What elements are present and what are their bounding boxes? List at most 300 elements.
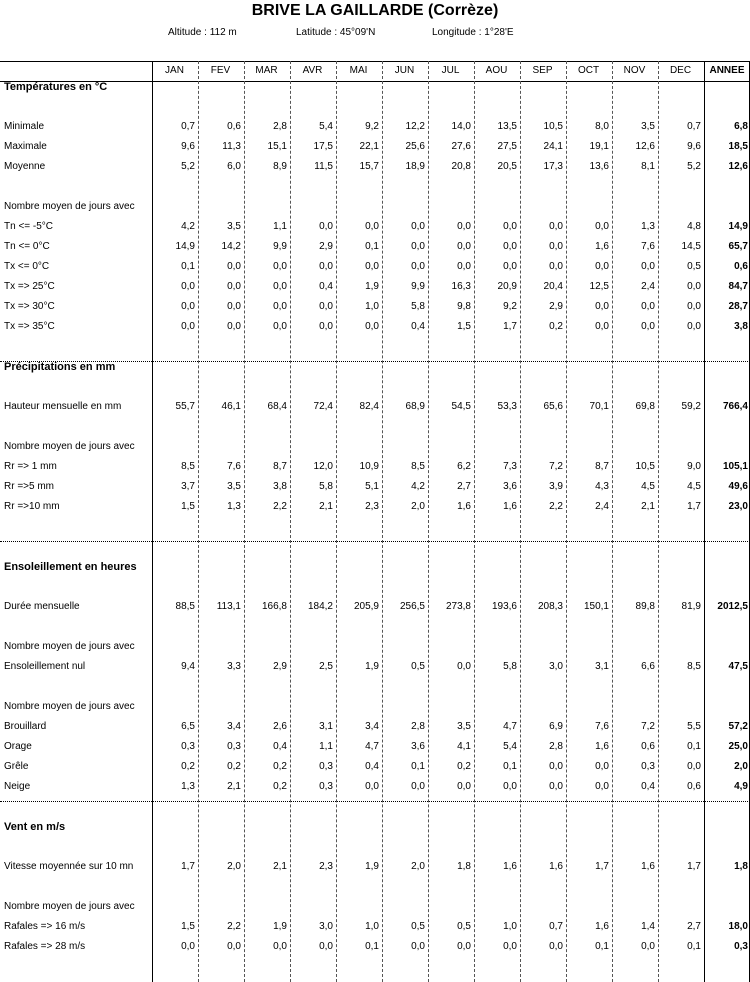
month-value: 0,0 bbox=[503, 941, 517, 952]
month-value: 0,3 bbox=[319, 781, 333, 792]
month-value: 1,6 bbox=[595, 921, 609, 932]
month-value: 2,6 bbox=[273, 721, 287, 732]
month-value: 0,0 bbox=[365, 781, 379, 792]
row-label: Tx => 30°C bbox=[4, 301, 55, 312]
month-value: 3,7 bbox=[181, 481, 195, 492]
section-divider-1 bbox=[0, 541, 750, 542]
column-header-annee: ANNEE bbox=[709, 65, 745, 76]
month-value: 3,4 bbox=[365, 721, 379, 732]
month-value: 1,9 bbox=[365, 281, 379, 292]
month-value: 0,0 bbox=[181, 321, 195, 332]
row-label: Minimale bbox=[4, 121, 45, 132]
month-value: 208,3 bbox=[537, 601, 563, 612]
month-value: 0,0 bbox=[181, 301, 195, 312]
month-value: 88,5 bbox=[175, 601, 195, 612]
month-value: 89,8 bbox=[635, 601, 655, 612]
month-value: 0,7 bbox=[549, 921, 563, 932]
month-value: 184,2 bbox=[307, 601, 333, 612]
month-value: 0,0 bbox=[181, 281, 195, 292]
month-value: 11,5 bbox=[314, 161, 333, 172]
month-value: 15,1 bbox=[267, 141, 287, 152]
month-value: 68,9 bbox=[405, 401, 425, 412]
month-value: 1,6 bbox=[503, 861, 517, 872]
month-value: 0,7 bbox=[181, 121, 195, 132]
month-value: 0,0 bbox=[457, 781, 471, 792]
month-value: 1,9 bbox=[365, 661, 379, 672]
month-value: 7,6 bbox=[641, 241, 655, 252]
annual-value: 57,2 bbox=[728, 721, 748, 732]
month-value: 5,4 bbox=[319, 121, 333, 132]
month-value: 2,0 bbox=[411, 501, 425, 512]
row-label: Tn <= -5°C bbox=[4, 221, 54, 232]
month-value: 0,0 bbox=[549, 261, 563, 272]
month-value: 4,2 bbox=[411, 481, 425, 492]
month-value: 3,9 bbox=[549, 481, 563, 492]
column-header-avr: AVR bbox=[302, 65, 323, 76]
month-value: 4,8 bbox=[687, 221, 701, 232]
month-value: 68,4 bbox=[267, 401, 287, 412]
sub-heading: Nombre moyen de jours avec bbox=[4, 201, 135, 212]
month-value: 0,3 bbox=[181, 741, 195, 752]
month-value: 0,0 bbox=[641, 941, 655, 952]
row-label: Ensoleillement nul bbox=[4, 661, 86, 672]
row-label: Rr =>5 mm bbox=[4, 481, 55, 492]
month-value: 0,0 bbox=[595, 781, 609, 792]
month-value: 2,2 bbox=[549, 501, 563, 512]
month-value: 1,7 bbox=[687, 861, 701, 872]
row-label: Rr =>10 mm bbox=[4, 501, 60, 512]
annual-value: 28,7 bbox=[728, 301, 748, 312]
month-value: 2,7 bbox=[457, 481, 471, 492]
month-value: 0,0 bbox=[457, 261, 471, 272]
month-value: 0,1 bbox=[503, 761, 517, 772]
column-header-mai: MAI bbox=[349, 65, 368, 76]
month-value: 0,0 bbox=[273, 321, 287, 332]
month-value: 0,0 bbox=[687, 761, 701, 772]
month-value: 10,9 bbox=[359, 461, 379, 472]
annual-value: 105,1 bbox=[722, 461, 748, 472]
month-value: 24,1 bbox=[543, 141, 563, 152]
column-header-oct: OCT bbox=[577, 65, 600, 76]
month-value: 82,4 bbox=[359, 401, 379, 412]
month-value: 1,1 bbox=[273, 221, 287, 232]
month-value: 1,6 bbox=[595, 741, 609, 752]
month-value: 2,1 bbox=[319, 501, 333, 512]
month-value: 0,4 bbox=[273, 741, 287, 752]
month-value: 1,4 bbox=[641, 921, 655, 932]
month-value: 3,5 bbox=[227, 221, 241, 232]
month-value: 2,1 bbox=[273, 861, 287, 872]
month-value: 1,8 bbox=[457, 861, 471, 872]
month-value: 1,0 bbox=[365, 921, 379, 932]
annual-value: 0,3 bbox=[734, 941, 748, 952]
month-value: 4,7 bbox=[503, 721, 517, 732]
column-rule-8 bbox=[520, 61, 521, 982]
row-label: Grêle bbox=[4, 761, 29, 772]
section-divider-2 bbox=[0, 801, 750, 802]
annual-value: 12,6 bbox=[728, 161, 748, 172]
month-value: 0,1 bbox=[181, 261, 195, 272]
month-value: 0,0 bbox=[641, 261, 655, 272]
month-value: 20,4 bbox=[543, 281, 563, 292]
month-value: 0,0 bbox=[687, 301, 701, 312]
table-rule-1 bbox=[0, 81, 750, 82]
row-label: Rafales => 28 m/s bbox=[4, 941, 86, 952]
month-value: 8,7 bbox=[273, 461, 287, 472]
month-value: 0,5 bbox=[687, 261, 701, 272]
month-value: 0,2 bbox=[227, 761, 241, 772]
month-value: 9,6 bbox=[181, 141, 195, 152]
month-value: 65,6 bbox=[543, 401, 563, 412]
annual-value: 23,0 bbox=[728, 501, 748, 512]
month-value: 20,8 bbox=[451, 161, 471, 172]
sub-heading: Nombre moyen de jours avec bbox=[4, 901, 135, 912]
annual-value: 84,7 bbox=[728, 281, 748, 292]
month-value: 0,0 bbox=[457, 221, 471, 232]
month-value: 0,1 bbox=[411, 761, 425, 772]
annual-value: 2,0 bbox=[734, 761, 748, 772]
month-value: 0,0 bbox=[227, 281, 241, 292]
month-value: 12,6 bbox=[635, 141, 655, 152]
column-rule-2 bbox=[244, 61, 245, 982]
month-value: 0,3 bbox=[227, 741, 241, 752]
month-value: 0,0 bbox=[411, 221, 425, 232]
column-header-aou: AOU bbox=[485, 65, 508, 76]
row-label: Brouillard bbox=[4, 721, 47, 732]
month-value: 0,0 bbox=[411, 261, 425, 272]
month-value: 9,8 bbox=[457, 301, 471, 312]
column-header-nov: NOV bbox=[623, 65, 646, 76]
month-value: 5,8 bbox=[503, 661, 517, 672]
annual-value: 0,6 bbox=[734, 261, 748, 272]
month-value: 1,5 bbox=[181, 921, 195, 932]
month-value: 14,9 bbox=[175, 241, 195, 252]
month-value: 0,6 bbox=[641, 741, 655, 752]
month-value: 4,1 bbox=[457, 741, 471, 752]
month-value: 55,7 bbox=[175, 401, 195, 412]
month-value: 2,8 bbox=[549, 741, 563, 752]
month-value: 81,9 bbox=[681, 601, 701, 612]
row-label: Tn <= 0°C bbox=[4, 241, 50, 252]
annual-value: 25,0 bbox=[728, 741, 748, 752]
altitude-label: Altitude : 112 m bbox=[168, 27, 237, 38]
annual-value: 3,8 bbox=[734, 321, 748, 332]
month-value: 3,4 bbox=[227, 721, 241, 732]
month-value: 0,5 bbox=[411, 661, 425, 672]
month-value: 1,3 bbox=[227, 501, 241, 512]
month-value: 0,0 bbox=[549, 761, 563, 772]
month-value: 8,1 bbox=[641, 161, 655, 172]
month-value: 3,1 bbox=[319, 721, 333, 732]
month-value: 2,9 bbox=[549, 301, 563, 312]
month-value: 3,5 bbox=[641, 121, 655, 132]
month-value: 166,8 bbox=[261, 601, 287, 612]
month-value: 53,3 bbox=[497, 401, 517, 412]
month-value: 0,4 bbox=[365, 761, 379, 772]
month-value: 0,0 bbox=[595, 761, 609, 772]
month-value: 2,5 bbox=[319, 661, 333, 672]
month-value: 19,1 bbox=[589, 141, 609, 152]
month-value: 3,3 bbox=[227, 661, 241, 672]
section-title: Températures en °C bbox=[4, 81, 108, 93]
month-value: 1,7 bbox=[595, 861, 609, 872]
month-value: 0,0 bbox=[411, 241, 425, 252]
month-value: 12,5 bbox=[589, 281, 609, 292]
column-rule-12 bbox=[704, 61, 705, 982]
month-value: 2,9 bbox=[273, 661, 287, 672]
month-value: 1,5 bbox=[181, 501, 195, 512]
month-value: 8,5 bbox=[181, 461, 195, 472]
month-value: 0,0 bbox=[365, 221, 379, 232]
month-value: 9,9 bbox=[273, 241, 287, 252]
month-value: 17,5 bbox=[313, 141, 333, 152]
month-value: 5,1 bbox=[365, 481, 379, 492]
month-value: 7,6 bbox=[595, 721, 609, 732]
month-value: 0,0 bbox=[319, 941, 333, 952]
month-value: 0,0 bbox=[549, 221, 563, 232]
month-value: 0,0 bbox=[181, 941, 195, 952]
month-value: 70,1 bbox=[589, 401, 609, 412]
longitude-label: Longitude : 1°28'E bbox=[432, 27, 514, 38]
table-rule-0 bbox=[0, 61, 750, 62]
month-value: 9,0 bbox=[687, 461, 701, 472]
month-value: 0,0 bbox=[273, 281, 287, 292]
month-value: 5,8 bbox=[319, 481, 333, 492]
month-value: 0,0 bbox=[595, 261, 609, 272]
month-value: 6,2 bbox=[457, 461, 471, 472]
month-value: 4,2 bbox=[181, 221, 195, 232]
month-value: 0,0 bbox=[641, 301, 655, 312]
month-value: 2,8 bbox=[411, 721, 425, 732]
annual-value: 1,8 bbox=[734, 861, 748, 872]
month-value: 1,7 bbox=[687, 501, 701, 512]
annual-value: 2012,5 bbox=[717, 601, 748, 612]
month-value: 150,1 bbox=[583, 601, 609, 612]
month-value: 7,3 bbox=[503, 461, 517, 472]
column-rule-1 bbox=[198, 61, 199, 982]
month-value: 0,0 bbox=[227, 941, 241, 952]
column-header-jul: JUL bbox=[441, 65, 460, 76]
month-value: 2,0 bbox=[227, 861, 241, 872]
month-value: 4,5 bbox=[687, 481, 701, 492]
month-value: 0,0 bbox=[457, 241, 471, 252]
sub-heading: Nombre moyen de jours avec bbox=[4, 441, 135, 452]
row-label: Rafales => 16 m/s bbox=[4, 921, 86, 932]
month-value: 72,4 bbox=[313, 401, 333, 412]
month-value: 9,2 bbox=[365, 121, 379, 132]
month-value: 0,6 bbox=[227, 121, 241, 132]
month-value: 1,6 bbox=[457, 501, 471, 512]
month-value: 0,5 bbox=[457, 921, 471, 932]
sub-heading: Nombre moyen de jours avec bbox=[4, 701, 135, 712]
row-label: Rr => 1 mm bbox=[4, 461, 57, 472]
month-value: 0,2 bbox=[273, 781, 287, 792]
month-value: 8,5 bbox=[687, 661, 701, 672]
column-rule-10 bbox=[612, 61, 613, 982]
month-value: 2,4 bbox=[641, 281, 655, 292]
month-value: 20,5 bbox=[497, 161, 517, 172]
month-value: 0,1 bbox=[687, 741, 701, 752]
month-value: 0,0 bbox=[273, 301, 287, 312]
month-value: 6,6 bbox=[641, 661, 655, 672]
column-rule-4 bbox=[336, 61, 337, 982]
row-label: Orage bbox=[4, 741, 32, 752]
month-value: 13,5 bbox=[497, 121, 517, 132]
month-value: 205,9 bbox=[353, 601, 379, 612]
column-rule-0 bbox=[152, 61, 153, 982]
month-value: 1,6 bbox=[595, 241, 609, 252]
row-label: Tx <= 0°C bbox=[4, 261, 50, 272]
month-value: 0,0 bbox=[457, 941, 471, 952]
month-value: 13,6 bbox=[589, 161, 609, 172]
month-value: 2,2 bbox=[227, 921, 241, 932]
month-value: 1,7 bbox=[181, 861, 195, 872]
annual-value: 18,0 bbox=[728, 921, 748, 932]
month-value: 0,1 bbox=[595, 941, 609, 952]
month-value: 0,0 bbox=[319, 261, 333, 272]
month-value: 69,8 bbox=[635, 401, 655, 412]
annual-value: 18,5 bbox=[728, 141, 748, 152]
month-value: 0,0 bbox=[595, 301, 609, 312]
month-value: 1,5 bbox=[457, 321, 471, 332]
month-value: 2,7 bbox=[687, 921, 701, 932]
month-value: 8,0 bbox=[595, 121, 609, 132]
month-value: 27,6 bbox=[451, 141, 471, 152]
month-value: 2,3 bbox=[319, 861, 333, 872]
month-value: 0,0 bbox=[319, 301, 333, 312]
page-title: BRIVE LA GAILLARDE (Corrèze) bbox=[251, 2, 499, 19]
month-value: 0,1 bbox=[365, 941, 379, 952]
month-value: 10,5 bbox=[543, 121, 563, 132]
month-value: 0,7 bbox=[687, 121, 701, 132]
month-value: 0,0 bbox=[549, 781, 563, 792]
month-value: 3,0 bbox=[319, 921, 333, 932]
month-value: 9,4 bbox=[181, 661, 195, 672]
month-value: 1,6 bbox=[549, 861, 563, 872]
month-value: 18,9 bbox=[405, 161, 425, 172]
month-value: 1,3 bbox=[641, 221, 655, 232]
annual-value: 47,5 bbox=[728, 661, 748, 672]
month-value: 0,2 bbox=[457, 761, 471, 772]
column-header-dec: DEC bbox=[669, 65, 692, 76]
annual-value: 49,6 bbox=[728, 481, 748, 492]
column-rule-9 bbox=[566, 61, 567, 982]
month-value: 7,2 bbox=[641, 721, 655, 732]
month-value: 11,3 bbox=[222, 141, 241, 152]
month-value: 12,2 bbox=[405, 121, 425, 132]
month-value: 0,0 bbox=[365, 321, 379, 332]
month-value: 0,4 bbox=[411, 321, 425, 332]
month-value: 2,1 bbox=[641, 501, 655, 512]
row-label: Vitesse moyennée sur 10 mn bbox=[4, 861, 134, 872]
row-label: Moyenne bbox=[4, 161, 46, 172]
month-value: 3,1 bbox=[595, 661, 609, 672]
month-value: 0,3 bbox=[319, 761, 333, 772]
month-value: 5,5 bbox=[687, 721, 701, 732]
month-value: 0,0 bbox=[549, 941, 563, 952]
month-value: 1,7 bbox=[503, 321, 517, 332]
month-value: 6,9 bbox=[549, 721, 563, 732]
column-rule-5 bbox=[382, 61, 383, 982]
month-value: 0,2 bbox=[273, 761, 287, 772]
month-value: 193,6 bbox=[491, 601, 517, 612]
month-value: 0,4 bbox=[641, 781, 655, 792]
month-value: 25,6 bbox=[405, 141, 425, 152]
month-value: 8,5 bbox=[411, 461, 425, 472]
month-value: 6,0 bbox=[227, 161, 241, 172]
month-value: 0,0 bbox=[503, 241, 517, 252]
month-value: 4,5 bbox=[641, 481, 655, 492]
month-value: 10,5 bbox=[635, 461, 655, 472]
month-value: 0,0 bbox=[687, 281, 701, 292]
month-value: 59,2 bbox=[681, 401, 701, 412]
sub-heading: Nombre moyen de jours avec bbox=[4, 641, 135, 652]
month-value: 1,6 bbox=[641, 861, 655, 872]
month-value: 3,5 bbox=[227, 481, 241, 492]
column-header-jun: JUN bbox=[394, 65, 415, 76]
month-value: 0,4 bbox=[319, 281, 333, 292]
month-value: 3,6 bbox=[503, 481, 517, 492]
month-value: 6,5 bbox=[181, 721, 195, 732]
month-value: 9,9 bbox=[411, 281, 425, 292]
month-value: 2,2 bbox=[273, 501, 287, 512]
month-value: 5,2 bbox=[687, 161, 701, 172]
month-value: 3,6 bbox=[411, 741, 425, 752]
annual-value: 766,4 bbox=[722, 401, 748, 412]
row-label: Maximale bbox=[4, 141, 47, 152]
month-value: 20,9 bbox=[497, 281, 517, 292]
section-title: Précipitations en mm bbox=[4, 361, 116, 373]
month-value: 0,2 bbox=[549, 321, 563, 332]
month-value: 0,0 bbox=[227, 321, 241, 332]
month-value: 27,5 bbox=[497, 141, 517, 152]
month-value: 0,0 bbox=[411, 781, 425, 792]
annual-value: 65,7 bbox=[728, 241, 748, 252]
month-value: 0,0 bbox=[319, 221, 333, 232]
column-rule-7 bbox=[474, 61, 475, 982]
month-value: 256,5 bbox=[399, 601, 425, 612]
month-value: 5,2 bbox=[181, 161, 195, 172]
month-value: 14,5 bbox=[681, 241, 701, 252]
row-label: Tx => 35°C bbox=[4, 321, 55, 332]
month-value: 0,0 bbox=[319, 321, 333, 332]
month-value: 0,0 bbox=[641, 321, 655, 332]
month-value: 0,0 bbox=[595, 321, 609, 332]
month-value: 2,1 bbox=[227, 781, 241, 792]
month-value: 9,2 bbox=[503, 301, 517, 312]
month-value: 1,3 bbox=[181, 781, 195, 792]
month-value: 3,8 bbox=[273, 481, 287, 492]
month-value: 2,9 bbox=[319, 241, 333, 252]
column-rule-11 bbox=[658, 61, 659, 982]
month-value: 1,6 bbox=[503, 501, 517, 512]
month-value: 46,1 bbox=[221, 401, 241, 412]
month-value: 0,0 bbox=[227, 301, 241, 312]
column-header-fev: FEV bbox=[210, 65, 231, 76]
month-value: 3,0 bbox=[549, 661, 563, 672]
month-value: 0,6 bbox=[687, 781, 701, 792]
month-value: 1,0 bbox=[365, 301, 379, 312]
month-value: 2,3 bbox=[365, 501, 379, 512]
month-value: 14,0 bbox=[451, 121, 471, 132]
month-value: 14,2 bbox=[221, 241, 241, 252]
month-value: 4,3 bbox=[595, 481, 609, 492]
month-value: 3,5 bbox=[457, 721, 471, 732]
month-value: 0,0 bbox=[227, 261, 241, 272]
month-value: 0,5 bbox=[411, 921, 425, 932]
column-rule-6 bbox=[428, 61, 429, 982]
month-value: 17,3 bbox=[543, 161, 563, 172]
